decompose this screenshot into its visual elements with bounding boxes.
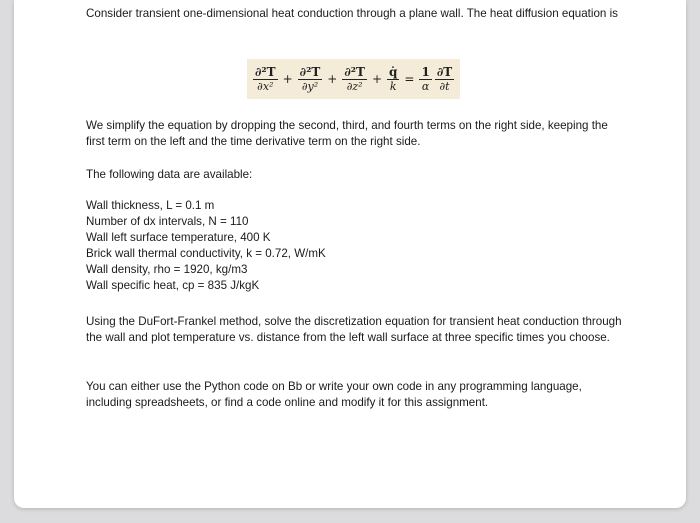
term-numerator: ∂²T — [344, 64, 365, 79]
rhs-denominator: α — [421, 79, 430, 93]
available-data-heading: The following data are available: — [86, 168, 253, 181]
term-numerator: q̇ — [389, 64, 398, 79]
equation-term-z — [342, 66, 367, 93]
simplify-paragraph: We simplify the equation by dropping the second, third, and fourth terms on the right side, keeping the first term on the left and the time derivative term on the right side. — [86, 119, 608, 148]
term-denominator: ∂z² — [346, 79, 363, 93]
data-item-specific-heat: Wall specific heat, cp = 835 J/kgK — [86, 279, 260, 292]
equation-rhs-derivative — [435, 66, 454, 93]
data-item-density: Wall density, rho = 1920, kg/m3 — [86, 263, 248, 276]
heat-diffusion-equation — [247, 59, 460, 99]
plus-sign: + — [371, 72, 383, 86]
data-item-conductivity: Brick wall thermal conductivity, k = 0.72, W/mK — [86, 247, 326, 260]
rhs-numerator: ∂T — [436, 64, 453, 79]
term-denominator: k — [389, 79, 397, 93]
document-page — [14, 0, 686, 508]
plus-sign: + — [282, 72, 293, 86]
data-item-intervals: Number of dx intervals, N = 110 — [86, 215, 249, 228]
rhs-numerator: 1 — [421, 64, 430, 79]
rhs-denominator: ∂t — [439, 79, 450, 93]
intro-paragraph: Consider transient one-dimensional heat conduction through a plane wall. The heat diffusion equation is — [86, 7, 618, 20]
term-numerator: ∂²T — [255, 64, 276, 79]
equation-term-y — [298, 66, 323, 93]
term-numerator: ∂²T — [299, 64, 321, 79]
data-item-thickness: Wall thickness, L = 0.1 m — [86, 199, 215, 212]
equation-term-generation — [387, 66, 399, 93]
term-denominator: ∂y² — [301, 79, 319, 93]
term-denominator: ∂x² — [257, 79, 274, 93]
data-list — [86, 198, 626, 294]
data-item-left-temperature: Wall left surface temperature, 400 K — [86, 231, 271, 244]
code-paragraph: You can either use the Python code on Bb or write your own code in any programming language, including spreadsheets, or find a code online and modify it for this assignment. — [86, 380, 582, 409]
method-paragraph: Using the DuFort-Frankel method, solve the discretization equation for transient heat conduction through the wall and plot temperature vs. distance from the left wall surface at three specific times you choose. — [86, 315, 622, 344]
plus-sign: + — [327, 72, 338, 86]
equation-rhs-coefficient — [419, 66, 431, 93]
equation-term-x — [253, 66, 278, 93]
equals-sign: = — [404, 72, 415, 86]
